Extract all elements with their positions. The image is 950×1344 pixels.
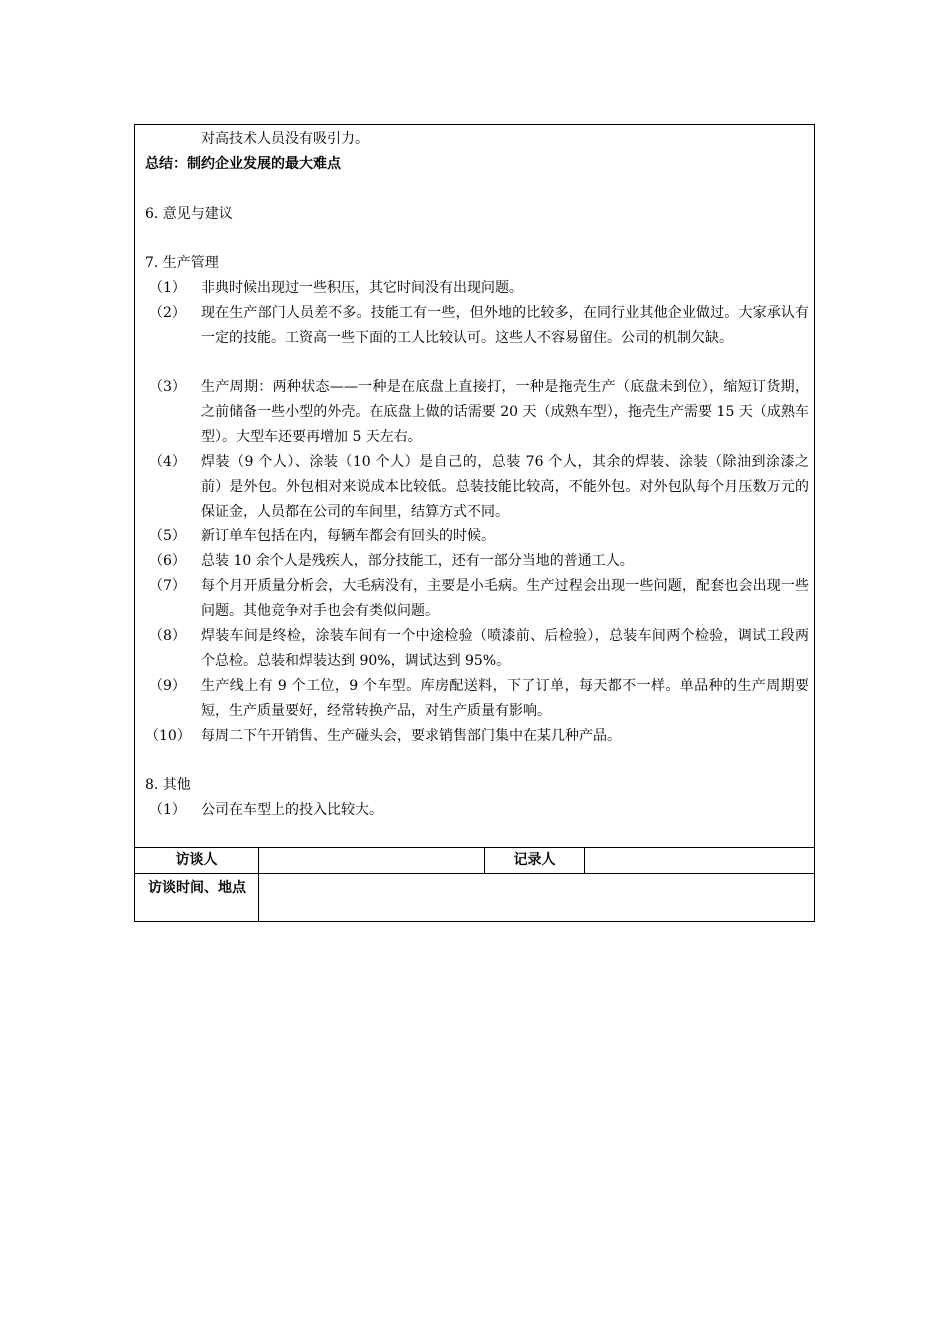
- section-6-heading: 6. 意见与建议: [145, 206, 233, 222]
- record-content: [135, 125, 814, 847]
- list-item-marker: （4）: [149, 454, 186, 470]
- time-place-label: 访谈时间、地点: [148, 880, 246, 896]
- continuation-line: 对高技术人员没有吸引力。: [201, 131, 369, 147]
- list-item-text: 焊装（9 个人）、涂装（10 个人）是自己的，总装 76 个人，其余的焊装、涂装（除油到涂漆之前）是外包。外包相对来说成本比较低。总装技能比较高，不能外包。对外包队每个月压数万元的保证金，人员都在公司的车间里，结算方式不同。: [201, 454, 809, 520]
- list-item-text: 非典时候出现过一些积压，其它时间没有出现问题。: [201, 280, 523, 296]
- section-7-heading: 7. 生产管理: [145, 255, 219, 271]
- list-item-marker: （2）: [149, 305, 186, 321]
- list-item-text: 现在生产部门人员差不多。技能工有一些，但外地的比较多，在同行业其他企业做过。大家承认有一定的技能。工资高一些下面的工人比较认可。这些人不容易留住。公司的机制欠缺。: [201, 305, 809, 346]
- recorder-label: 记录人: [513, 852, 556, 868]
- list-item-marker: （6）: [149, 553, 186, 569]
- interviewer-label: 访谈人: [175, 852, 218, 868]
- list-item-marker: （7）: [149, 578, 186, 594]
- interview-record-table: [134, 124, 815, 922]
- list-item-marker: （1）: [149, 280, 186, 296]
- list-item-text: 生产线上有 9 个工位，9 个车型。库房配送料，下了订单，每天都不一样。单品种的生产周期要短，生产质量要好，经常转换产品，对生产质量有影响。: [201, 678, 809, 719]
- list-item-marker: （9）: [149, 678, 186, 694]
- list-item-text: 生产周期：两种状态——一种是在底盘上直接打，一种是拖壳生产（底盘未到位），缩短订货期，之前储备一些小型的外壳。在底盘上做的话需要 20 天（成熟车型），拖壳生产需要 15 天（成熟车型）。大型车还要再增加 5 天左右。: [201, 379, 809, 445]
- interviewer-field[interactable]: [259, 848, 484, 873]
- section-8-heading: 8. 其他: [145, 777, 191, 793]
- summary-heading: 总结：制约企业发展的最大难点: [145, 156, 341, 172]
- list-item-text: 公司在车型上的投入比较大。: [201, 802, 383, 818]
- recorder-field[interactable]: [585, 848, 814, 873]
- list-item-text: 新订单车包括在内，每辆车都会有回头的时候。: [201, 528, 495, 544]
- signature-table: [135, 847, 814, 922]
- list-item-text: 每个月开质量分析会，大毛病没有，主要是小毛病。生产过程会出现一些问题，配套也会出现一些问题。其他竞争对手也会有类似问题。: [201, 578, 809, 619]
- list-item-text: 焊装车间是终检，涂装车间有一个中途检验（喷漆前、后检验），总装车间两个检验，调试工段两个总检。总装和焊装达到 90%，调试达到 95%。: [201, 628, 809, 669]
- list-item-marker: （1）: [149, 802, 186, 818]
- list-item-text: 每周二下午开销售、生产碰头会，要求销售部门集中在某几种产品。: [201, 728, 621, 744]
- list-item-marker: （10）: [145, 728, 191, 744]
- list-item-marker: （8）: [149, 628, 186, 644]
- list-item-marker: （3）: [149, 379, 186, 395]
- list-item-marker: （5）: [149, 528, 186, 544]
- time-place-field[interactable]: [259, 874, 814, 922]
- list-item-text: 总装 10 余个人是残疾人，部分技能工，还有一部分当地的普通工人。: [201, 553, 634, 569]
